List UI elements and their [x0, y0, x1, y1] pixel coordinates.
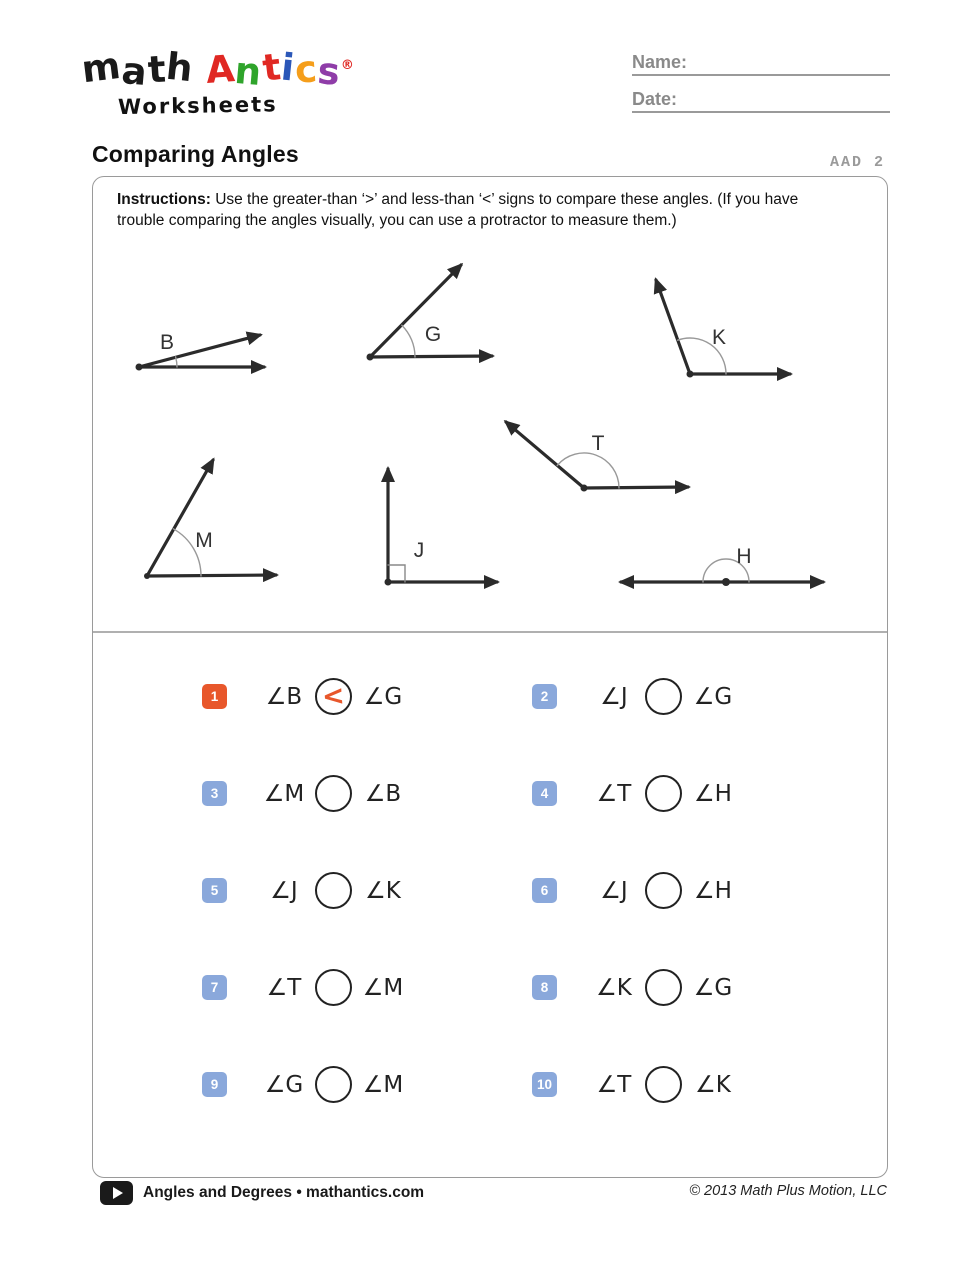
left-angle-label: ∠G	[264, 1071, 304, 1098]
answer-circle-9[interactable]	[315, 1066, 352, 1103]
footer-copyright: © 2013 Math Plus Motion, LLC	[689, 1183, 887, 1199]
right-angle-label: ∠G	[693, 683, 733, 710]
problem-number-badge: 1	[202, 684, 227, 709]
right-angle-label: ∠K	[695, 1071, 731, 1098]
problem-row-1	[202, 678, 414, 715]
left-angle-label: ∠J	[600, 877, 628, 904]
play-icon	[100, 1181, 133, 1205]
angle-label-K: K	[711, 326, 727, 349]
right-angle-label: ∠G	[693, 974, 733, 1001]
answer-circle-4[interactable]	[645, 775, 682, 812]
answer-circle-10[interactable]	[645, 1066, 682, 1103]
angle-diagrams	[92, 245, 888, 625]
angle-figure-M	[144, 460, 276, 579]
answer-circle-8[interactable]	[645, 969, 682, 1006]
right-angle-label: ∠B	[364, 780, 402, 807]
angle-label-T: T	[591, 432, 605, 455]
angle-label-H: H	[736, 545, 752, 568]
left-angle-label: ∠T	[596, 780, 632, 807]
left-angle-label: ∠K	[596, 974, 632, 1001]
problem-row-4	[532, 775, 744, 812]
answer-circle-6[interactable]	[645, 872, 682, 909]
answer-circle-5[interactable]	[315, 872, 352, 909]
left-angle-label: ∠J	[600, 683, 628, 710]
right-angle-label: ∠H	[694, 877, 732, 904]
answer-circle-1[interactable]	[315, 678, 352, 715]
problem-number-badge: 9	[202, 1072, 227, 1097]
angle-figure-T	[506, 422, 688, 492]
date-label: Date:	[632, 89, 678, 109]
footer-lesson	[100, 1181, 424, 1205]
right-angle-label: ∠M	[362, 1071, 404, 1098]
angle-figure-H	[621, 545, 823, 586]
problem-row-10	[532, 1066, 744, 1103]
answer-circle-2[interactable]	[645, 678, 682, 715]
problem-number-badge: 5	[202, 878, 227, 903]
problem-number-badge: 2	[532, 684, 557, 709]
answer-mark: <	[321, 680, 346, 713]
problem-number-badge: 3	[202, 781, 227, 806]
angle-figure-J	[385, 469, 498, 586]
logo-worksheets-label: Worksheets	[117, 92, 278, 120]
name-input-line[interactable]	[632, 74, 890, 76]
logo-wordmark: math Antics®	[79, 43, 355, 95]
problem-row-6	[532, 872, 744, 909]
angle-figure-K	[656, 280, 790, 378]
problem-row-8	[532, 969, 744, 1006]
instructions-label: Instructions:	[117, 191, 211, 208]
page-title: Comparing Angles	[92, 141, 299, 167]
problem-row-5	[202, 872, 414, 909]
math-antics-logo	[79, 43, 355, 120]
left-angle-label: ∠B	[265, 683, 303, 710]
doc-code: AAD 2	[829, 154, 885, 171]
right-angle-label: ∠G	[363, 683, 403, 710]
name-field	[632, 52, 890, 73]
date-field	[632, 89, 890, 110]
problem-number-badge: 8	[532, 975, 557, 1000]
date-input-line[interactable]	[632, 111, 890, 113]
problem-row-2	[532, 678, 744, 715]
angle-label-M: M	[195, 529, 213, 552]
answer-circle-7[interactable]	[315, 969, 352, 1006]
right-angle-label: ∠H	[694, 780, 732, 807]
answer-circle-3[interactable]	[315, 775, 352, 812]
instructions	[117, 189, 829, 232]
instructions-text: Use the greater-than ‘>’ and less-than ‘<’ signs to compare these angles. (If you have trouble comparing the angles visually, you can use a protractor to measure them.)	[117, 191, 799, 230]
problem-number-badge: 10	[532, 1072, 557, 1097]
problem-number-badge: 4	[532, 781, 557, 806]
registered-mark: ®	[340, 57, 355, 73]
problems-column-left	[202, 678, 414, 1103]
right-angle-label: ∠M	[362, 974, 404, 1001]
left-angle-label: ∠T	[266, 974, 302, 1001]
right-angle-label: ∠K	[365, 877, 401, 904]
problem-row-7	[202, 969, 414, 1006]
angle-label-G: G	[424, 323, 442, 346]
angle-figure-B	[136, 331, 265, 371]
problem-number-badge: 6	[532, 878, 557, 903]
footer-lesson-title: Angles and Degrees • mathantics.com	[143, 1184, 425, 1201]
problems-column-right	[532, 678, 744, 1103]
name-label: Name:	[632, 52, 688, 72]
left-angle-label: ∠T	[596, 1071, 632, 1098]
angle-label-B: B	[159, 331, 175, 354]
problem-number-badge: 7	[202, 975, 227, 1000]
left-angle-label: ∠J	[270, 877, 298, 904]
problem-row-3	[202, 775, 414, 812]
section-divider	[93, 631, 887, 633]
left-angle-label: ∠M	[263, 780, 305, 807]
angle-label-J: J	[413, 539, 425, 562]
problem-row-9	[202, 1066, 414, 1103]
angle-figure-G	[367, 265, 493, 361]
